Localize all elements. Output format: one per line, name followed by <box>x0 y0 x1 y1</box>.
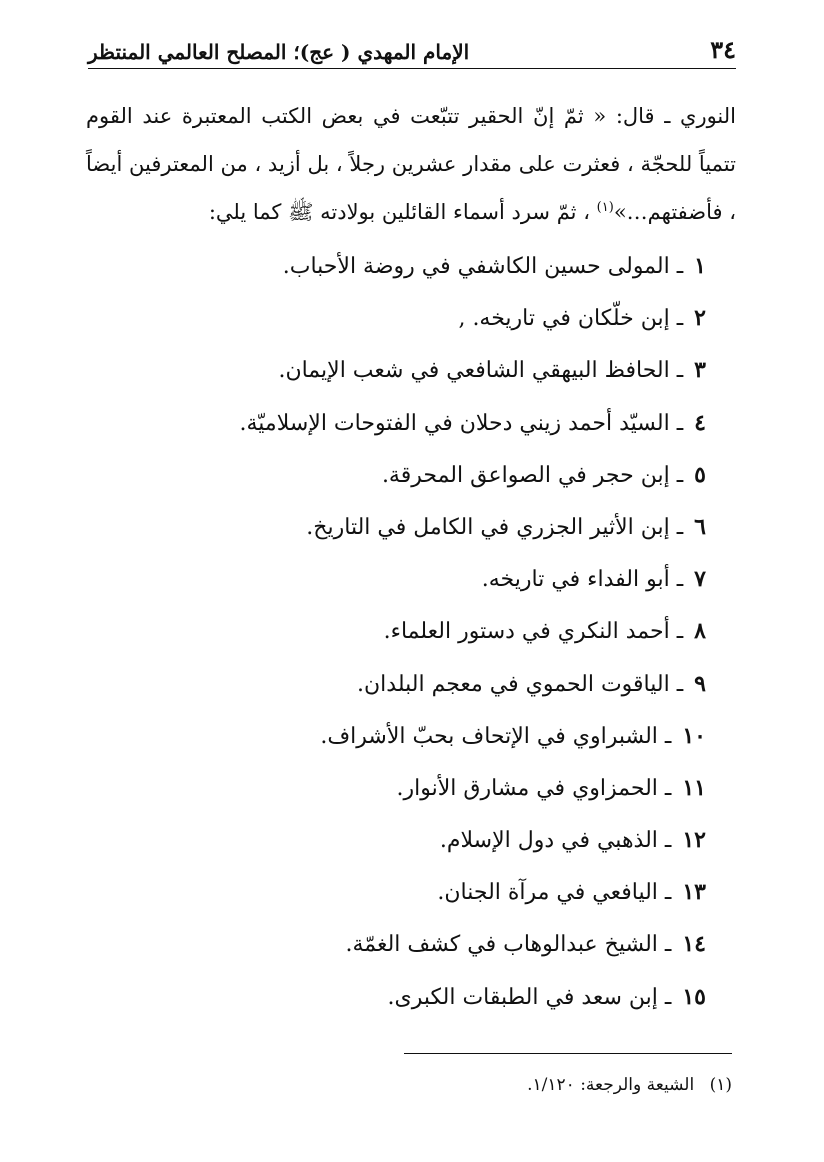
footnote <box>88 1070 732 1100</box>
list-item-number: ٢ <box>694 305 706 332</box>
list-item-separator: ـ <box>676 462 684 488</box>
list-item <box>86 449 706 501</box>
list-item-number: ٨ <box>694 618 706 645</box>
list-item-number: ١٢ <box>682 827 706 854</box>
list-item-text: الحافظ البيهقي الشافعي في شعب الإيمان. <box>278 358 670 384</box>
list-item-separator: ـ <box>676 514 684 540</box>
list-item-separator: ـ <box>664 880 672 906</box>
list-item <box>86 501 706 553</box>
list-item-separator: ـ <box>676 254 684 279</box>
list-item-number: ٥ <box>694 461 706 488</box>
paragraph-text: النوري ـ قال: « ثمّ إنّ الحقير تتبّعت في بعض الكتب المعتبرة عند القوم تتمياً للحجّة ، فعثرت على مقدار عشرين رجلاً ، بل أزيد ، من المعترفين أيضاً ، فأضفتهم…» <box>86 104 736 224</box>
list-item <box>86 605 706 657</box>
list-item-text: إبن سعد في الطبقات الكبرى. <box>387 984 658 1010</box>
list-item-text: الذهبي في دول الإسلام. <box>439 828 658 854</box>
list-item-text: الياقوت الحموي في معجم البلدان. <box>357 671 670 697</box>
list-item-text: الشيخ عبدالوهاب في كشف الغمّة. <box>345 932 658 958</box>
list-item <box>86 918 706 970</box>
list-item-separator: ـ <box>664 723 672 749</box>
footnote-marker: (١) <box>709 1075 732 1095</box>
list-item-text: المولى حسين الكاشفي في روضة الأحباب. <box>282 254 670 279</box>
list-item-number: ١٥ <box>682 983 706 1010</box>
list-item-text: السيّد أحمد زيني دحلان في الفتوحات الإسلاميّة. <box>239 410 670 436</box>
list-item-separator: ـ <box>664 775 672 801</box>
list-item-separator: ـ <box>676 671 684 697</box>
list-item <box>86 866 706 918</box>
list-item-separator: ـ <box>676 410 684 436</box>
list-item-separator: ـ <box>664 932 672 958</box>
running-header <box>88 28 736 69</box>
page-number: ٣٤ <box>710 35 736 64</box>
footnote-text: الشيعة والرجعة: ١/١٢٠. <box>527 1075 695 1095</box>
scholars-list <box>86 240 706 1023</box>
list-item-number: ٩ <box>694 670 706 697</box>
list-item <box>86 292 706 344</box>
list-item <box>86 814 706 866</box>
footnote-reference: (١) <box>596 200 614 215</box>
list-item-text: اليافعي في مرآة الجنان. <box>437 880 658 906</box>
list-item <box>86 397 706 449</box>
list-item-separator: ـ <box>676 306 684 332</box>
list-item-separator: ـ <box>664 828 672 854</box>
list-item <box>86 710 706 762</box>
list-item-separator: ـ <box>676 567 684 593</box>
list-item-text: إبن الأثير الجزري في الكامل في التاريخ. <box>306 514 670 540</box>
list-item-text: إبن خلّكان في تاريخه. , <box>458 306 670 332</box>
list-item-number: ١١ <box>682 774 706 801</box>
list-item <box>86 658 706 710</box>
list-item-text: الشبراوي في الإتحاف بحبّ الأشراف. <box>320 723 658 749</box>
list-item-number: ١٣ <box>682 879 706 906</box>
footnote-divider <box>404 1053 732 1054</box>
list-item-text: الحمزاوي في مشارق الأنوار. <box>396 775 658 801</box>
list-item-text: أحمد النكري في دستور العلماء. <box>383 619 670 645</box>
list-item-separator: ـ <box>664 984 672 1010</box>
body-paragraph <box>86 92 736 236</box>
list-item-number: ٤ <box>694 409 706 436</box>
list-item-number: ١٠ <box>682 722 706 749</box>
list-item-number: ٦ <box>694 513 706 540</box>
list-item-text: أبو الفداء في تاريخه. <box>481 567 670 593</box>
list-item-number: ١ <box>694 253 706 279</box>
list-item <box>86 762 706 814</box>
list-item <box>86 240 706 292</box>
list-item <box>86 553 706 605</box>
list-item-text: إبن حجر في الصواعق المحرقة. <box>381 462 670 488</box>
list-item <box>86 344 706 396</box>
paragraph-tail: ، ثمّ سرد أسماء القائلين بولادته ﷺ كما يلي: <box>208 200 590 224</box>
list-item-separator: ـ <box>676 619 684 645</box>
list-item-separator: ـ <box>676 358 684 384</box>
list-item-number: ٣ <box>694 357 706 384</box>
header-title: الإمام المهدي ( عج)؛ المصلح العالمي المنتظر <box>88 40 470 64</box>
list-item <box>86 971 706 1023</box>
list-item-number: ١٤ <box>682 931 706 958</box>
list-item-number: ٧ <box>694 566 706 593</box>
